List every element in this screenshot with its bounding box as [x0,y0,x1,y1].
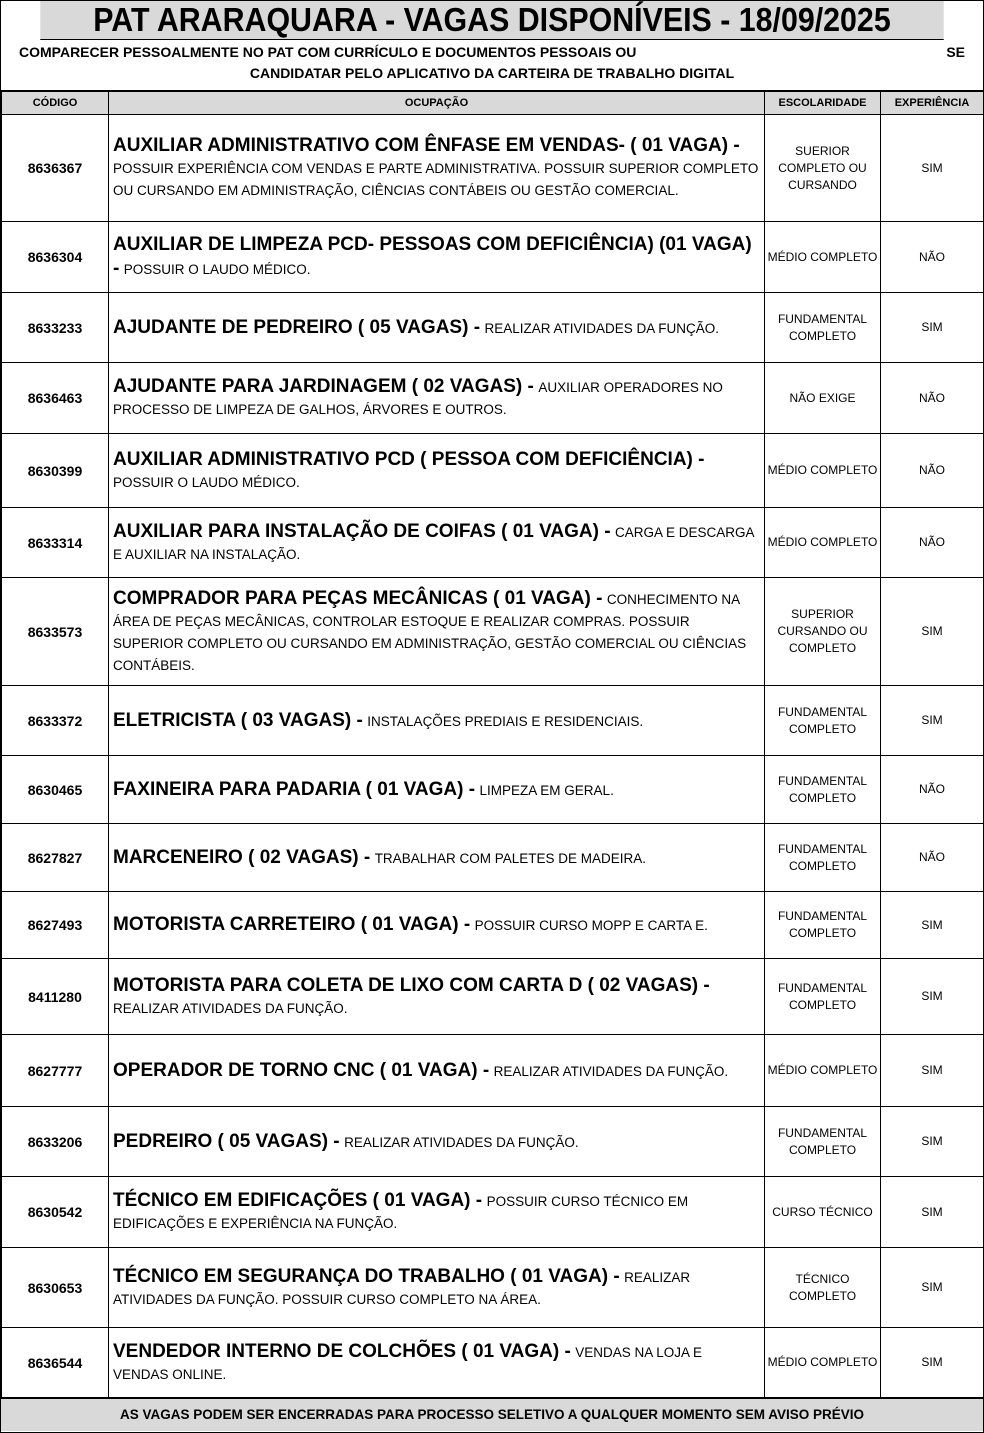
table-row [2,293,984,363]
job-title: OPERADOR DE TORNO CNC ( 01 VAGA) - [113,1059,490,1081]
table-row [2,222,984,293]
job-code: 8636367 [2,115,109,222]
job-code: 8630542 [2,1177,109,1248]
job-occupation [109,1107,765,1177]
table-row [2,1035,984,1107]
job-description: CARGA E DESCARGA E AUXILIAR NA INSTALAÇÃO. [113,524,754,562]
job-occupation [109,959,765,1035]
job-education: MÉDIO COMPLETO [765,508,881,578]
job-education: MÉDIO COMPLETO [765,222,881,293]
job-code: 8633573 [2,578,109,686]
job-title: MOTORISTA CARRETEIRO ( 01 VAGA) - [113,914,471,935]
job-education: SUERIOR COMPLETO OU CURSANDO [765,115,881,222]
job-occupation [109,578,765,686]
footer-disclaimer: AS VAGAS PODEM SER ENCERRADAS PARA PROCESSO SELETIVO A QUALQUER MOMENTO SEM AVISO PRÉVIO [1,1398,983,1431]
job-education: FUNDAMENTAL COMPLETO [765,959,881,1035]
job-title: MARCENEIRO ( 02 VAGAS) - [113,846,371,868]
job-title: TÉCNICO EM EDIFICAÇÕES ( 01 VAGA) - [113,1190,483,1211]
job-code: 8627777 [2,1035,109,1107]
job-occupation [109,434,765,508]
job-occupation [109,1035,765,1107]
job-description: REALIZAR ATIVIDADES DA FUNÇÃO. [113,1000,348,1016]
table-row [2,434,984,508]
job-education: FUNDAMENTAL COMPLETO [765,824,881,892]
job-description: LIMPEZA EM GERAL. [479,782,614,798]
column-header-experience: EXPERIÊNCIA [881,92,984,115]
job-title: FAXINEIRA PARA PADARIA ( 01 VAGA) - [113,778,476,800]
job-title: MOTORISTA PARA COLETA DE LIXO COM CARTA D ( 02 VAGAS) - [113,974,710,996]
table-row [2,892,984,959]
table-row [2,1248,984,1328]
table-row [2,756,984,824]
job-title: COMPRADOR PARA PEÇAS MECÂNICAS ( 01 VAGA) - [113,587,603,609]
job-experience: NÃO [881,756,984,824]
job-title: VENDEDOR INTERNO DE COLCHÕES ( 01 VAGA) - [113,1340,571,1362]
job-education: TÉCNICO COMPLETO [765,1248,881,1328]
job-education: FUNDAMENTAL COMPLETO [765,686,881,756]
notice-line-2: CANDIDATAR PELO APLICATIVO DA CARTEIRA DE TRABALHO DIGITAL [249,65,735,81]
job-description: VENDAS NA LOJA E VENDAS ONLINE. [113,1344,703,1382]
job-experience: SIM [881,892,984,959]
job-experience: SIM [881,1107,984,1177]
job-experience: NÃO [881,222,984,293]
job-code: 8630399 [2,434,109,508]
job-occupation [109,1248,765,1328]
table-row [2,508,984,578]
job-education: NÃO EXIGE [765,363,881,434]
job-description: INSTALAÇÕES PREDIAIS E RESIDENCIAIS. [367,713,644,729]
job-education: MÉDIO COMPLETO [765,1035,881,1107]
job-code: 8633314 [2,508,109,578]
job-education: MÉDIO COMPLETO [765,1328,881,1398]
table-row [2,578,984,686]
job-occupation [109,686,765,756]
job-title: AUXILIAR DE LIMPEZA PCD- PESSOAS COM DEFICIÊNCIA) (01 VAGA) - [113,234,752,279]
notice-se: SE [946,44,965,60]
job-code: 8630653 [2,1248,109,1328]
job-occupation [109,1328,765,1398]
job-code: 8633233 [2,293,109,363]
job-description: REALIZAR ATIVIDADES DA FUNÇÃO. [484,320,720,336]
table-row [2,824,984,892]
table-row [2,1177,984,1248]
job-education: FUNDAMENTAL COMPLETO [765,1107,881,1177]
job-occupation [109,363,765,434]
job-experience: NÃO [881,434,984,508]
job-code: 8636463 [2,363,109,434]
table-row [2,686,984,756]
job-education: FUNDAMENTAL COMPLETO [765,293,881,363]
job-title: AUXILIAR ADMINISTRATIVO PCD ( PESSOA COM DEFICIÊNCIA) - [113,448,705,470]
job-title: AJUDANTE DE PEDREIRO ( 05 VAGAS) - [113,316,481,338]
job-education: SUPERIOR CURSANDO OU COMPLETO [765,578,881,686]
application-notice [1,40,983,91]
job-code: 8633206 [2,1107,109,1177]
job-description: TRABALHAR COM PALETES DE MADEIRA. [374,850,646,866]
table-row [2,959,984,1035]
job-code: 8633372 [2,686,109,756]
job-description: REALIZAR ATIVIDADES DA FUNÇÃO. POSSUIR CURSO COMPLETO NA ÁREA. [113,1269,691,1307]
job-code: 8627493 [2,892,109,959]
job-description: POSSUIR O LAUDO MÉDICO. [113,474,300,490]
job-experience: NÃO [881,508,984,578]
column-header-occupation: OCUPAÇÃO [109,92,765,115]
job-title: AJUDANTE PARA JARDINAGEM ( 02 VAGAS) - [113,376,534,397]
job-occupation [109,222,765,293]
job-description: REALIZAR ATIVIDADES DA FUNÇÃO. [493,1063,729,1079]
job-occupation [109,115,765,222]
job-description: CONHECIMENTO NA ÁREA DE PEÇAS MECÂNICAS, CONTROLAR ESTOQUE E REALIZAR COMPRAS. POSSUIR SUPERIOR COMPLETO OU CURSANDO EM ADMINISTRAÇÃO, GESTÃO COMERCIAL OU CIÊNCIAS CONTÁBEIS. [113,591,747,673]
job-code: 8627827 [2,824,109,892]
job-title: PEDREIRO ( 05 VAGAS) - [113,1130,340,1152]
job-experience: SIM [881,293,984,363]
page-title: PAT ARARAQUARA - VAGAS DISPONÍVEIS - 18/09/2025 [40,1,943,40]
job-code: 8630465 [2,756,109,824]
job-occupation [109,824,765,892]
job-description: POSSUIR CURSO TÉCNICO EM EDIFICAÇÕES E EXPERIÊNCIA NA FUNÇÃO. [113,1194,689,1231]
job-experience: SIM [881,1328,984,1398]
column-header-code: CÓDIGO [2,92,109,115]
job-experience: SIM [881,959,984,1035]
job-experience: SIM [881,686,984,756]
job-title: AUXILIAR PARA INSTALAÇÃO DE COIFAS ( 01 VAGA) - [113,520,611,542]
job-code: 8636544 [2,1328,109,1398]
table-header-row [2,92,984,115]
job-occupation [109,1177,765,1248]
job-description: POSSUIR EXPERIÊNCIA COM VENDAS E PARTE ADMINISTRATIVA. POSSUIR SUPERIOR COMPLETO OU CURSANDO EM ADMINISTRAÇÃO, CIÊNCIAS CONTÁBEIS OU GESTÃO COMERCIAL. [113,161,759,198]
table-row [2,363,984,434]
job-description: REALIZAR ATIVIDADES DA FUNÇÃO. [344,1134,579,1150]
job-occupation [109,293,765,363]
job-occupation [109,508,765,578]
job-code: 8411280 [2,959,109,1035]
job-title: AUXILIAR ADMINISTRATIVO COM ÊNFASE EM VENDAS- ( 01 VAGA) - [113,135,740,156]
job-education: FUNDAMENTAL COMPLETO [765,892,881,959]
jobs-table [1,91,984,1398]
table-row [2,1328,984,1398]
job-experience: SIM [881,1177,984,1248]
job-description: POSSUIR O LAUDO MÉDICO. [123,262,311,277]
job-experience: SIM [881,115,984,222]
job-experience: SIM [881,578,984,686]
table-row [2,1107,984,1177]
job-education: FUNDAMENTAL COMPLETO [765,756,881,824]
job-education: CURSO TÉCNICO [765,1177,881,1248]
job-experience: SIM [881,1248,984,1328]
table-row [2,115,984,222]
job-experience: NÃO [881,363,984,434]
job-title: ELETRICISTA ( 03 VAGAS) - [113,709,363,731]
job-title: TÉCNICO EM SEGURANÇA DO TRABALHO ( 01 VAGA) - [113,1265,620,1287]
column-header-education: ESCOLARIDADE [765,92,881,115]
job-description: POSSUIR CURSO MOPP E CARTA E. [474,918,708,933]
job-occupation [109,756,765,824]
job-education: MÉDIO COMPLETO [765,434,881,508]
job-experience: SIM [881,1035,984,1107]
job-occupation [109,892,765,959]
notice-line-1: COMPARECER PESSOALMENTE NO PAT COM CURRÍCULO E DOCUMENTOS PESSOAIS OU [19,44,637,60]
job-description: AUXILIAR OPERADORES NO PROCESSO DE LIMPEZA DE GALHOS, ÁRVORES E OUTROS. [113,380,723,417]
job-experience: NÃO [881,824,984,892]
job-code: 8636304 [2,222,109,293]
